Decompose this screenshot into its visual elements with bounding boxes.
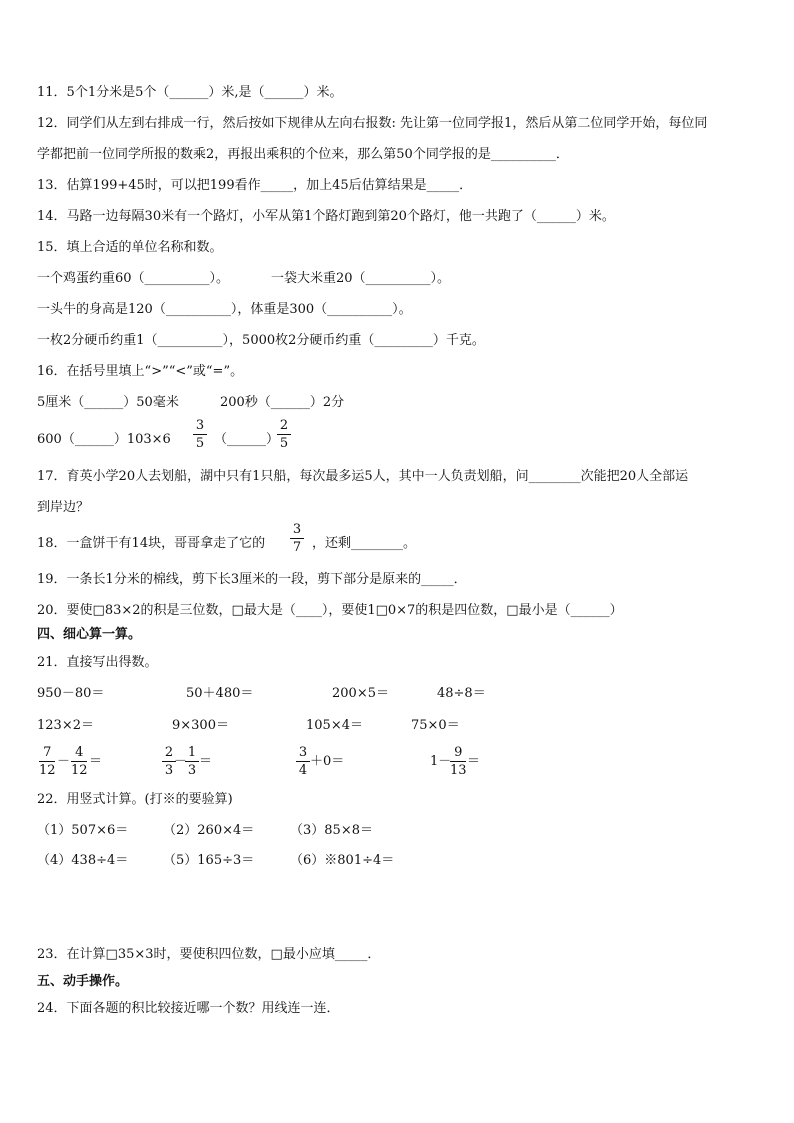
q21-r1-c1: 950－80＝	[37, 686, 105, 701]
fraction-bar	[450, 761, 466, 762]
denominator: 3	[187, 763, 197, 778]
section-5-heading: 五、动手操作。	[37, 974, 129, 989]
denominator: 13	[450, 763, 467, 778]
fraction-bar	[296, 761, 310, 762]
q23: 23．在计算□35×3时，要使积四位数，□最小应填_____．	[37, 947, 381, 962]
denominator: 7	[292, 540, 302, 555]
numerator: 2	[164, 745, 174, 760]
fraction-bar	[193, 434, 207, 435]
q21-f3-a	[296, 745, 310, 778]
q17-line1: 17．育英小学20人去划船，湖中只有1只船，每次最多运5人，其中一人负责划船，问________次能把20人全部运	[37, 469, 689, 484]
q21: 21．直接写出得数。	[37, 655, 158, 670]
q15-rice: 一袋大米重20（__________）。	[271, 271, 451, 286]
q18-fraction	[290, 522, 304, 555]
q21-f2-b	[185, 745, 199, 778]
q21-f4-a	[450, 745, 467, 778]
q21-r2-c3: 105×4＝	[306, 718, 363, 733]
q12-line2: 学都把前一位同学所报的数乘2，再报出乘积的个位来，那么第50个同学报的是__________．	[37, 147, 569, 162]
numerator: 1	[187, 745, 197, 760]
numerator: 2	[279, 418, 289, 433]
denominator: 12	[39, 763, 56, 778]
numerator: 3	[195, 418, 205, 433]
denominator: 5	[279, 436, 289, 451]
q15-cow: 一头牛的身高是120（__________），体重是300（__________）。	[37, 302, 412, 317]
q21-f3-rest: ＋0＝	[310, 754, 345, 769]
q22-r2-c3: （6）※801÷4＝	[290, 853, 395, 868]
q21-f1-eq: ＝	[89, 754, 103, 769]
denominator: 3	[164, 763, 174, 778]
q21-f2-op: －	[174, 754, 188, 769]
numerator: 7	[43, 745, 52, 760]
q22-r2-c2: （5）165÷3＝	[163, 853, 255, 868]
fraction-bar	[290, 538, 304, 539]
fraction-bar	[39, 761, 55, 762]
q16-c: 600（______）103×6	[37, 432, 171, 447]
fraction-bar	[277, 434, 291, 435]
fraction-bar	[71, 761, 87, 762]
q21-f4-eq: ＝	[467, 754, 481, 769]
q21-r2-c4: 75×0＝	[411, 718, 460, 733]
q16: 16．在括号里填上“>”“<”或“=”。	[37, 364, 244, 379]
q18-post: ，还剩________。	[312, 536, 417, 551]
denominator: 5	[195, 436, 205, 451]
q22-r2-c1: （4）438÷4＝	[37, 853, 129, 868]
q21-r2-c1: 123×2＝	[37, 718, 94, 733]
q21-f1-a	[39, 745, 56, 778]
section-4-heading: 四、细心算一算。	[37, 627, 142, 642]
q20: 20．要使□83×2的积是三位数，□最大是（____），要使1□0×7的积是四位数，□最小是（______）	[37, 603, 623, 618]
q22-r1-c2: （2）260×4＝	[163, 823, 255, 838]
q16-a: 5厘米（______）50毫米	[37, 395, 179, 410]
q17-line2: 到岸边？	[37, 500, 90, 515]
q24: 24．下面各题的积比较接近哪一个数？用线连一连．	[37, 1001, 340, 1016]
q15-egg: 一个鸡蛋约重60（__________）。	[37, 271, 230, 286]
q21-r1-c2: 50＋480＝	[186, 686, 254, 701]
q12-line1: 12．同学们从左到右排成一行，然后按如下规律从左向右报数: 先让第一位同学报1，然后从第二位同学开始，每位同	[37, 116, 708, 131]
q21-r1-c3: 200×5＝	[332, 686, 389, 701]
q22: 22．用竖式计算。(打※的要验算)	[37, 792, 233, 807]
numerator: 9	[454, 745, 463, 760]
numerator: 3	[292, 522, 302, 537]
q16-fraction-right	[277, 418, 291, 451]
numerator: 3	[298, 745, 308, 760]
q22-r1-c3: （3）85×8＝	[290, 823, 373, 838]
q21-f1-b	[71, 745, 88, 778]
q14: 14．马路一边每隔30米有一个路灯，小军从第1个路灯跑到第20个路灯，他一共跑了（______）米。	[37, 209, 615, 224]
q21-f4-pre: 1－	[430, 754, 452, 769]
q22-r1-c1: （1）507×6＝	[37, 823, 129, 838]
q21-r2-c2: 9×300＝	[172, 718, 229, 733]
q21-f2-eq: ＝	[199, 754, 213, 769]
q11: 11．5个1分米是5个（______）米,是（______）米。	[37, 85, 343, 100]
denominator: 4	[298, 763, 308, 778]
denominator: 12	[71, 763, 88, 778]
q15: 15．填上合适的单位名称和数。	[37, 240, 223, 255]
q15-coin: 一枚2分硬币约重1（__________），5000枚2分硬币约重（_________）千克。	[37, 333, 485, 348]
numerator: 4	[75, 745, 84, 760]
q13: 13．估算199+45时，可以把199看作_____，加上45后估算结果是_____．	[37, 178, 473, 193]
q16-fraction-left	[193, 418, 207, 451]
q16-d-mid: （______）	[214, 432, 280, 447]
q21-r1-c4: 48÷8＝	[437, 686, 486, 701]
q21-f1-op: －	[57, 754, 71, 769]
q19: 19．一条长1分米的棉线，剪下长3厘米的一段，剪下部分是原来的_____．	[37, 572, 467, 587]
q16-b: 200秒（______）2分	[220, 395, 345, 410]
q18-pre: 18．一盒饼干有14块，哥哥拿走了它的	[37, 536, 266, 551]
fraction-bar	[185, 761, 199, 762]
